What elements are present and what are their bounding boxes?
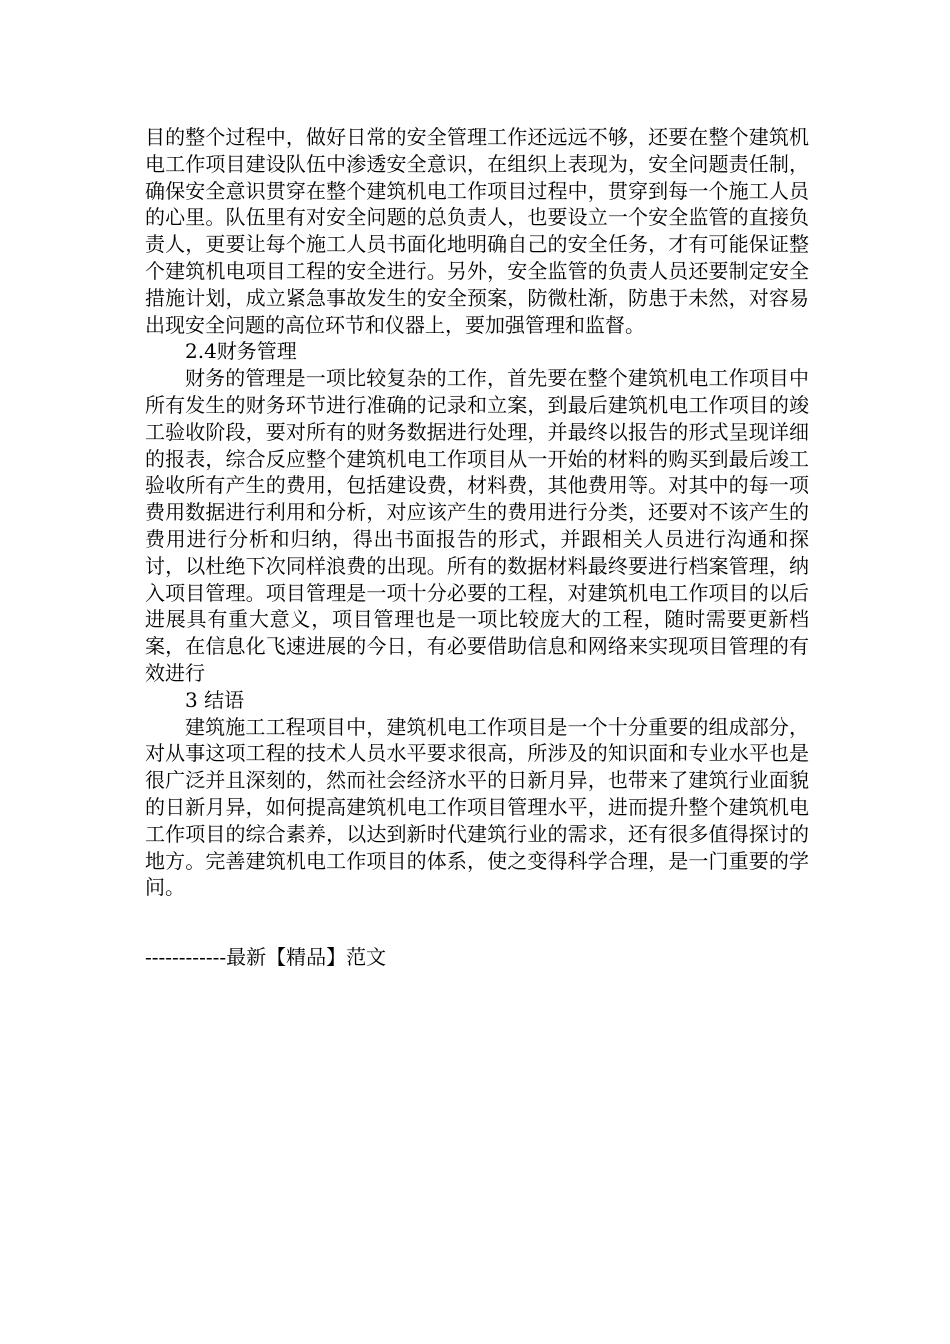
body-paragraph-continued: 目的整个过程中，做好日常的安全管理工作还远远不够，还要在整个建筑机电工作项目建设队伍中渗透安全意识，在组织上表现为，安全问题责任制，确保安全意识贯穿在整个建筑机电工作项目过程中，贯穿到每一个施工人员的心里。队伍里有对安全问题的总负责人，也要设立一个安全监管的直接负责人，更要让每个施工人员书面化地明确自己的安全任务，才有可能保证整个建筑机电项目工程的安全进行。另外，安全监管的负责人员还要制定安全措施计划，成立紧急事故发生的安全预案，防微杜渐，防患于未然，对容易出现安全问题的高位环节和仪器上，要加强管理和监督。 [145, 125, 809, 337]
document-body [145, 124, 809, 901]
body-paragraph-conclusion: 建筑施工工程项目中，建筑机电工作项目是一个十分重要的组成部分，对从事这项工程的技术人员水平要求很高，所涉及的知识面和专业水平也是很广泛并且深刻的，然而社会经济水平的日新月异，也带来了建筑行业面貌的日新月异，如何提高建筑机电工作项目管理水平，进而提升整个建筑机电工作项目的综合素养，以达到新时代建筑行业的需求，还有很多值得探讨的地方。完善建筑机电工作项目的体系，使之变得科学合理，是一门重要的学问。 [145, 714, 809, 900]
section-heading-finance: 2.4财务管理 [185, 339, 297, 364]
section-heading-conclusion: 3 结语 [185, 687, 245, 712]
body-paragraph-finance: 财务的管理是一项比较复杂的工作，首先要在整个建筑机电工作项目中所有发生的财务环节进行准确的记录和立案，到最后建筑机电工作项目的竣工验收阶段，要对所有的财务数据进行处理，并最终以报告的形式呈现详细的报表，综合反应整个建筑机电工作项目从一开始的材料的购买到最后竣工验收所有产生的费用，包括建设费，材料费，其他费用等。对其中的每一项费用数据进行利用和分析，对应该产生的费用进行分类，还要对不该产生的费用进行分析和归纳，得出书面报告的形式，并跟相关人员进行沟通和探讨，以杜绝下次同样浪费的出现。所有的数据材料最终要进行档案管理，纳入项目管理。项目管理是一项十分必要的工程，对建筑机电工作项目的以后进展具有重大意义，项目管理也是一项比较庞大的工程，随时需要更新档案，在信息化飞速进展的今日，有必要借助信息和网络来实现项目管理的有效进行 [145, 366, 809, 685]
footer-text: ------------最新【精品】范文 [145, 945, 387, 969]
